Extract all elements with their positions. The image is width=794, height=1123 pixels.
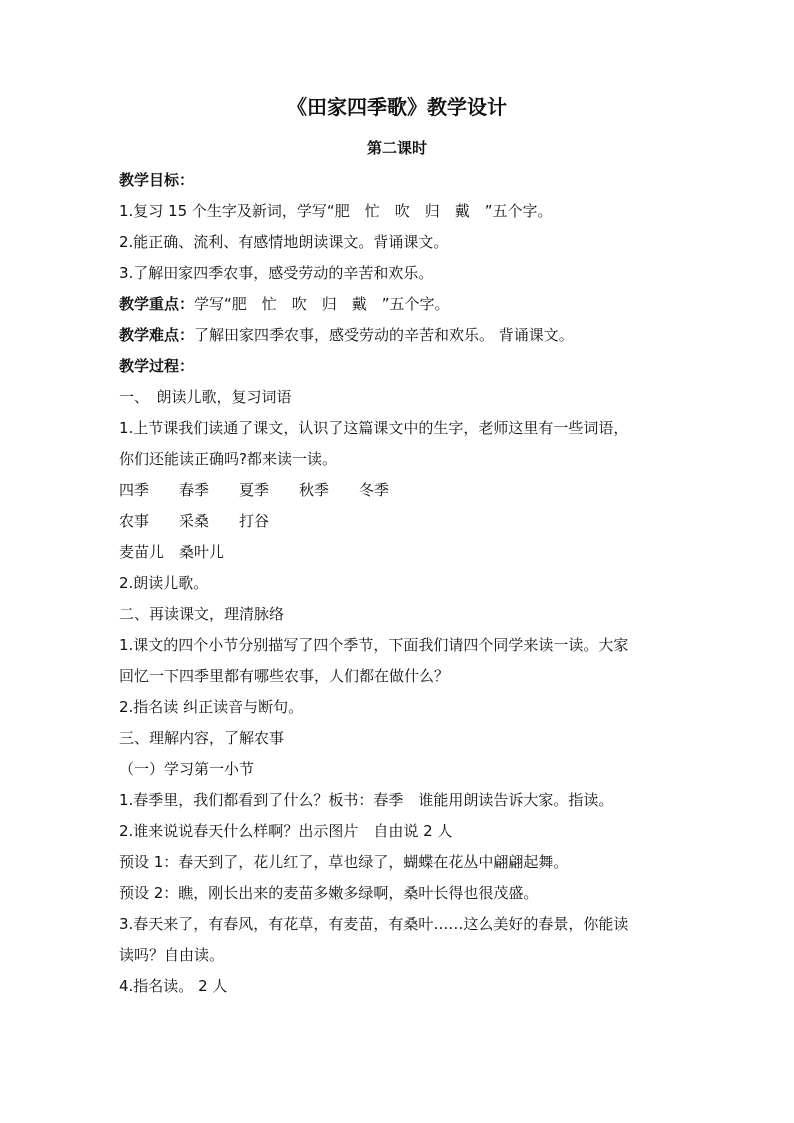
process-heading: 教学过程：	[119, 357, 195, 375]
s1-item-1-line-2: 你们还能读正确吗?都来读一读。	[119, 450, 337, 468]
words-row-3: 麦苗儿 桑叶儿	[119, 543, 225, 561]
s3-item-3-line-2: 读吗？自由读。	[119, 946, 225, 964]
document-subtitle: 第二课时	[366, 139, 427, 157]
key-point-label: 教学重点：	[119, 295, 195, 313]
words-row-1: 四季 春季 夏季 秋季 冬季	[119, 481, 390, 499]
section-3-heading: 三、理解内容，了解农事	[119, 729, 285, 747]
document-body	[119, 165, 679, 1002]
objectives-heading: 教学目标：	[119, 171, 195, 189]
difficulty-text: 了解田家四季农事，感受劳动的辛苦和欢乐。 背诵课文。	[194, 326, 574, 344]
section-1-heading: 一、 朗读儿歌，复习词语	[119, 388, 292, 406]
s1-item-2: 2.朗读儿歌。	[119, 574, 209, 592]
s2-item-2: 2.指名读 纠正读音与断句。	[119, 698, 304, 716]
s3-preset-2: 预设 2：瞧，刚长出来的麦苗多嫩多绿啊，桑叶长得也很茂盛。	[119, 884, 539, 902]
s3-subsection-1: （一）学习第一小节	[119, 760, 255, 778]
s3-item-1: 1.春季里，我们都看到了什么？板书：春季 谁能用朗读告诉大家。指读。	[119, 791, 614, 809]
section-2-heading: 二、再读课文，理清脉络	[119, 605, 285, 623]
key-point-text: 学写“肥 忙 吹 归 戴 ”五个字。	[194, 295, 450, 313]
key-point	[119, 289, 679, 320]
s3-preset-1: 预设 1：春天到了，花儿红了，草也绿了，蝴蝶在花丛中翩翩起舞。	[119, 853, 569, 871]
objective-3: 3.了解田家四季农事，感受劳动的辛苦和欢乐。	[119, 264, 434, 282]
s3-item-2: 2.谁来说说春天什么样啊？出示图片 自由说 2 人	[119, 822, 453, 840]
s1-item-1-line-1: 1.上节课我们读通了课文，认识了这篇课文中的生字，老师这里有一些词语，	[119, 419, 629, 437]
objective-1: 1.复习 15 个生字及新词，学写“肥 忙 吹 归 戴 ”五个字。	[119, 202, 553, 220]
objective-2: 2.能正确、流利、有感情地朗读课文。背诵课文。	[119, 233, 449, 251]
s3-item-4: 4.指名读。 2 人	[119, 977, 228, 995]
difficulty-label: 教学难点：	[119, 326, 195, 344]
words-row-2: 农事 采桑 打谷	[119, 512, 270, 530]
s2-item-1-line-2: 回忆一下四季里都有哪些农事，人们都在做什么？	[119, 667, 450, 685]
s3-item-3-line-1: 3.春天来了，有春风，有花草，有麦苗，有桑叶……这么美好的春景，你能读	[119, 915, 629, 933]
difficulty	[119, 320, 679, 351]
document-title: 《田家四季歌》教学设计	[287, 95, 507, 119]
s2-item-1-line-1: 1.课文的四个小节分别描写了四个季节，下面我们请四个同学来读一读。大家	[119, 636, 629, 654]
